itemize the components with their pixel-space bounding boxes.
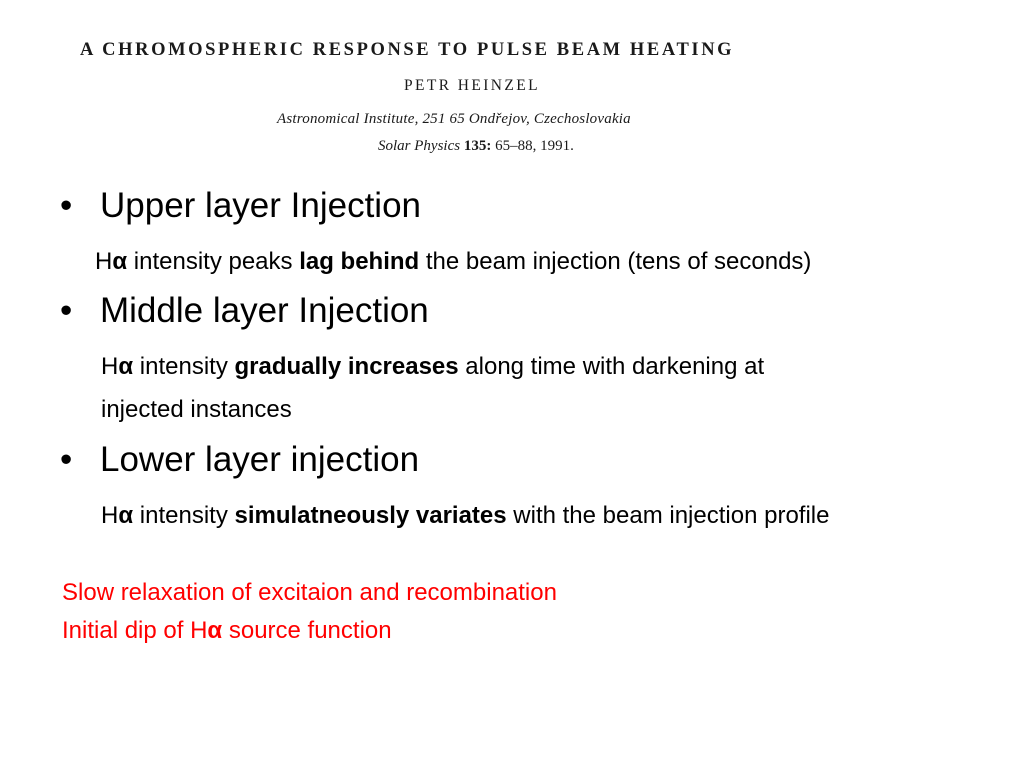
note-relaxation: Slow relaxation of excitaion and recombination xyxy=(62,579,557,606)
detail-text: intensity peaks xyxy=(127,248,300,275)
detail-text: intensity xyxy=(133,353,235,380)
bullet-heading: Middle layer Injection xyxy=(100,291,429,330)
note-text: source function xyxy=(222,617,392,644)
bullet-heading: Upper layer Injection xyxy=(100,186,421,225)
alpha-symbol: α xyxy=(118,353,134,380)
paper-reference xyxy=(378,138,574,155)
note-text: Initial dip of H xyxy=(62,617,208,644)
paper-title: A CHROMOSPHERIC RESPONSE TO PULSE BEAM HEATING xyxy=(80,40,735,60)
bullet-detail-upper xyxy=(95,247,811,277)
alpha-symbol: α xyxy=(207,617,223,644)
h-symbol: H xyxy=(101,502,119,529)
bullet-marker: • xyxy=(60,291,73,330)
h-symbol: H xyxy=(95,248,113,275)
paper-author: PETR HEINZEL xyxy=(404,77,540,94)
bullet-marker: • xyxy=(60,440,73,479)
journal-name: Solar Physics xyxy=(378,138,461,154)
detail-emphasis: lag behind xyxy=(299,248,420,275)
detail-emphasis: gradually increases xyxy=(234,353,459,380)
paper-affiliation: Astronomical Institute, 251 65 Ondřejov, Czechoslovakia xyxy=(277,111,631,127)
bullet-middle-layer xyxy=(60,291,429,331)
detail-emphasis: simulatneously variates xyxy=(234,502,507,529)
bullet-upper-layer xyxy=(60,186,421,226)
journal-volume: 135: xyxy=(463,138,492,154)
alpha-symbol: α xyxy=(112,248,128,275)
bullet-detail-lower xyxy=(101,501,829,531)
bullet-heading: Lower layer injection xyxy=(100,440,420,479)
bullet-detail-middle-continuation: injected instances xyxy=(101,396,292,423)
detail-text: along time with darkening at xyxy=(458,353,765,380)
bullet-detail-middle xyxy=(101,352,764,382)
detail-text: with the beam injection profile xyxy=(506,502,830,529)
detail-text: the beam injection (tens of seconds) xyxy=(419,248,812,275)
journal-pages-year: 65–88, 1991. xyxy=(495,138,574,154)
h-symbol: H xyxy=(101,353,119,380)
detail-text: intensity xyxy=(133,502,235,529)
alpha-symbol: α xyxy=(118,502,134,529)
bullet-lower-layer xyxy=(60,440,419,480)
bullet-marker: • xyxy=(60,186,73,225)
note-initial-dip xyxy=(62,616,392,646)
